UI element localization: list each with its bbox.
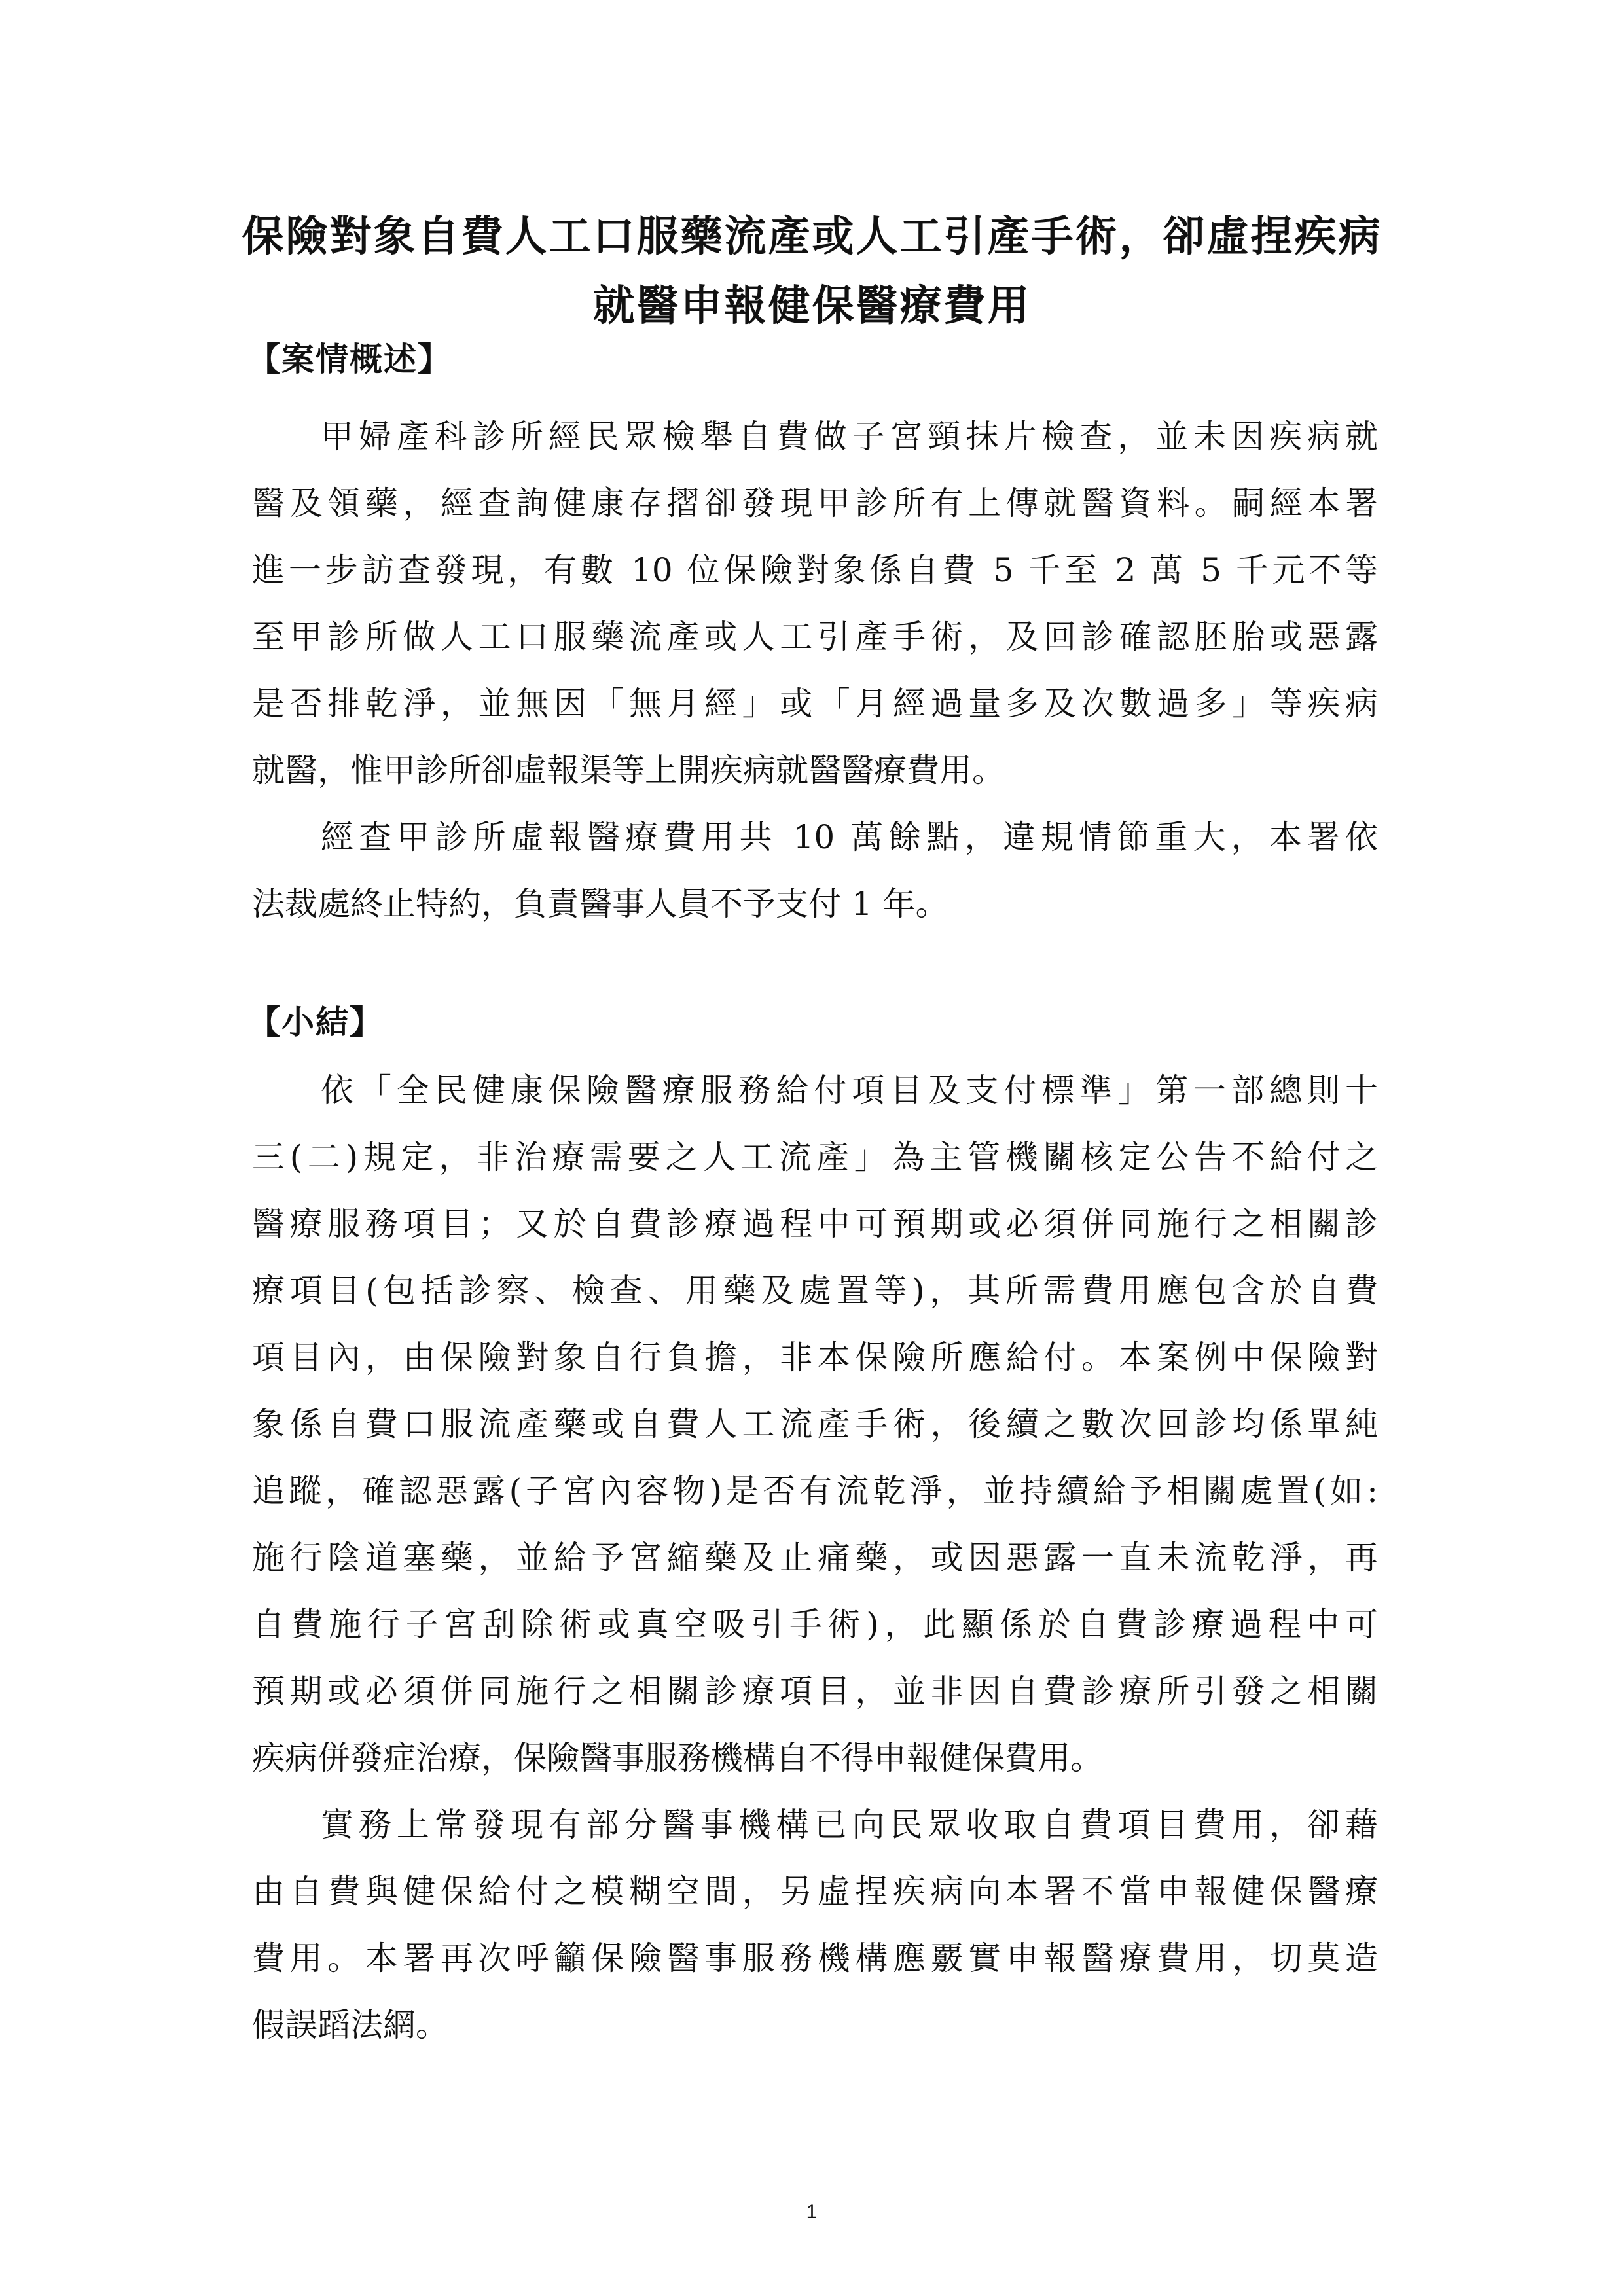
- section-heading-summary: 【小結】: [247, 1003, 384, 1041]
- summary-line: 疾病併發症治療，保險醫事服務機構自不得申報健保費用。: [252, 1739, 1103, 1777]
- section-heading-case-summary: 【案情概述】: [247, 340, 452, 378]
- summary-line: 追蹤，確認惡露(子宮內容物)是否有流乾淨，並持續給予相關處置(如:: [252, 1472, 1378, 1510]
- summary-line: 自費施行子宮刮除術或真空吸引手術)，此顯係於自費診療過程中可: [252, 1605, 1378, 1643]
- summary-line: 施行陰道塞藥，並給予宮縮藥及止痛藥，或因惡露一直未流乾淨，再: [252, 1539, 1378, 1577]
- case-summary-line: 至甲診所做人工口服藥流產或人工引產手術，及回診確認胚胎或惡露: [252, 618, 1378, 656]
- summary-line: 由自費與健保給付之模糊空間，另虛捏疾病向本署不當申報健保醫療: [252, 1873, 1378, 1910]
- case-summary-line: 法裁處終止特約，負責醫事人員不予支付 1 年。: [252, 885, 948, 923]
- page-number: 1: [806, 2201, 818, 2223]
- summary-line: 三(二)規定，非治療需要之人工流產」為主管機關核定公告不給付之: [252, 1138, 1378, 1176]
- summary-line: 療項目(包括診察、檢查、用藥及處置等)，其所需費用應包含於自費: [252, 1272, 1378, 1310]
- case-summary-line: 是否排乾淨，並無因「無月經」或「月經過量多及次數過多」等疾病: [252, 685, 1378, 723]
- summary-line: 醫療服務項目；又於自費診療過程中可預期或必須併同施行之相關診: [252, 1205, 1378, 1243]
- summary-line: 實務上常發現有部分醫事機構已向民眾收取自費項目費用，卻藉: [321, 1806, 1378, 1844]
- summary-line: 項目內，由保險對象自行負擔，非本保險所應給付。本案例中保險對: [252, 1338, 1378, 1376]
- summary-line: 假誤蹈法網。: [252, 2006, 448, 2044]
- summary-line: 依「全民健康保險醫療服務給付項目及支付標準」第一部總則十: [321, 1071, 1378, 1109]
- summary-line: 預期或必須併同施行之相關診療項目，並非因自費診療所引發之相關: [252, 1672, 1378, 1710]
- document-title-line-1: 保險對象自費人工口服藥流產或人工引產手術，卻虛捏疾病: [242, 212, 1382, 261]
- case-summary-line: 經查甲診所虛報醫療費用共 10 萬餘點，違規情節重大，本署依: [321, 818, 1378, 856]
- case-summary-line: 進一步訪查發現，有數 10 位保險對象係自費 5 千至 2 萬 5 千元不等: [252, 551, 1378, 589]
- document-title-line-2: 就醫申報健保醫療費用: [592, 281, 1032, 331]
- case-summary-line: 醫及領藥，經查詢健康存摺卻發現甲診所有上傳就醫資料。嗣經本署: [252, 484, 1378, 522]
- summary-line: 象係自費口服流產藥或自費人工流產手術，後續之數次回診均係單純: [252, 1405, 1378, 1443]
- case-summary-line: 就醫，惟甲診所卻虛報渠等上開疾病就醫醫療費用。: [252, 751, 1005, 789]
- summary-line: 費用。本署再次呼籲保險醫事服務機構應覈實申報醫療費用，切莫造: [252, 1939, 1378, 1977]
- case-summary-line: 甲婦產科診所經民眾檢舉自費做子宮頸抹片檢查，並未因疾病就: [321, 418, 1378, 456]
